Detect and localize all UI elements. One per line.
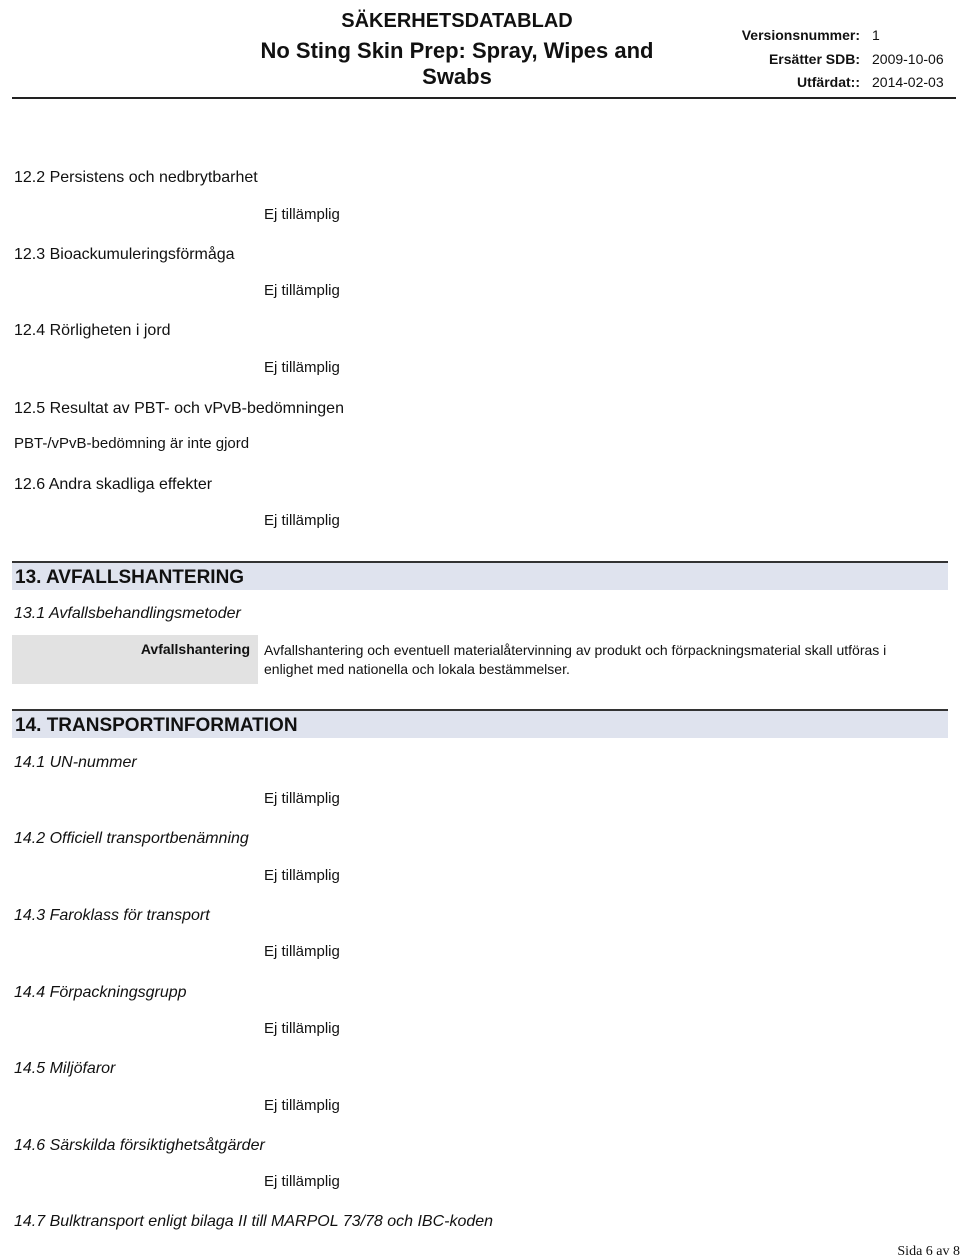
subsection-title-12-6: 12.6 Andra skadliga effekter: [14, 476, 213, 493]
subsection-title-12-2: 12.2 Persistens och nedbrytbarhet: [14, 169, 258, 186]
value-12-6: Ej tillämplig: [264, 512, 340, 529]
value-12-4: Ej tillämplig: [264, 359, 340, 376]
waste-handling-label: Avfallshantering: [12, 635, 258, 684]
subsection-title-14-5: 14.5 Miljöfaror: [14, 1060, 116, 1077]
value-14-4: Ej tillämplig: [264, 1020, 340, 1037]
section-heading-14: 14. TRANSPORTINFORMATION: [12, 709, 948, 738]
subsection-title-12-3: 12.3 Bioackumuleringsförmåga: [14, 246, 235, 263]
subsection-title-12-5: 12.5 Resultat av PBT- och vPvB-bedömningen: [14, 400, 344, 417]
section-heading-13: 13. AVFALLSHANTERING: [12, 561, 948, 590]
document-type: SÄKERHETSDATABLAD: [341, 10, 573, 32]
value-14-1: Ej tillämplig: [264, 790, 340, 807]
value-14-6: Ej tillämplig: [264, 1173, 340, 1190]
value-14-5: Ej tillämplig: [264, 1097, 340, 1114]
subsection-title-14-6: 14.6 Särskilda försiktighetsåtgärder: [14, 1137, 265, 1154]
waste-handling-text-line2: enlighet med nationella och lokala bestämmelser.: [264, 661, 570, 677]
issued-value: 2014-02-03: [872, 74, 944, 90]
version-value: 1: [872, 27, 880, 43]
value-12-2: Ej tillämplig: [264, 206, 340, 223]
product-name-line1: No Sting Skin Prep: Spray, Wipes and: [260, 38, 654, 63]
subsection-title-14-2: 14.2 Officiell transportbenämning: [14, 830, 249, 847]
version-label: Versionsnummer:: [741, 27, 860, 43]
text-12-5: PBT-/vPvB-bedömning är inte gjord: [14, 435, 250, 452]
page-number: Sida 6 av 8: [897, 1244, 960, 1259]
subsection-title-14-4: 14.4 Förpackningsgrupp: [14, 984, 187, 1001]
replaces-value: 2009-10-06: [872, 51, 944, 67]
subsection-title-13-1: 13.1 Avfallsbehandlingsmetoder: [14, 605, 241, 622]
waste-handling-text: [264, 641, 948, 679]
subsection-title-12-4: 12.4 Rörligheten i jord: [14, 322, 171, 339]
issued-label: Utfärdat::: [797, 74, 860, 90]
value-12-3: Ej tillämplig: [264, 282, 340, 299]
product-name-line2: Swabs: [422, 64, 492, 89]
value-14-3: Ej tillämplig: [264, 943, 340, 960]
replaces-label: Ersätter SDB:: [768, 51, 860, 67]
subsection-title-14-7: 14.7 Bulktransport enligt bilaga II till MARPOL 73/78 och IBC-koden: [14, 1213, 494, 1230]
value-14-2: Ej tillämplig: [264, 867, 340, 884]
subsection-title-14-3: 14.3 Faroklass för transport: [14, 907, 210, 924]
header-divider: [12, 97, 956, 99]
waste-handling-text-line1: Avfallshantering och eventuell materialåtervinning av produkt och förpackningsmaterial skall utföras i: [264, 642, 887, 658]
subsection-title-14-1: 14.1 UN-nummer: [14, 754, 137, 771]
